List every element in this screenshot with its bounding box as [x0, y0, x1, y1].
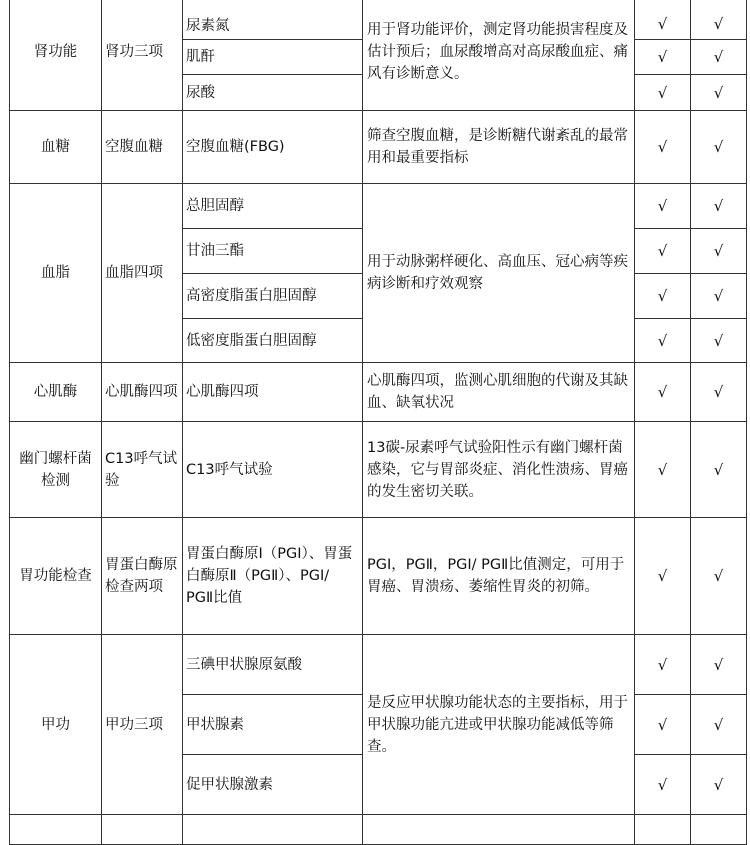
check-mark-cell: √ — [635, 695, 691, 755]
check-mark-cell: √ — [635, 755, 691, 815]
check-mark-cell: √ — [691, 422, 747, 518]
table-row — [10, 635, 747, 695]
check-mark-cell: √ — [635, 518, 691, 635]
description-cell: 筛查空腹血糖，是诊断糖代谢紊乱的最常用和最重要指标 — [363, 111, 635, 184]
description-cell: 用于肾功能评价，测定肾功能损害程度及估计预后；血尿酸增高对高尿酸血症、痛风有诊断意义。 — [363, 0, 635, 111]
category-cell: 幽门螺杆菌检测 — [10, 422, 102, 518]
check-mark-cell: √ — [691, 274, 747, 319]
item-cell: 空腹血糖(FBG) — [183, 111, 363, 184]
check-mark-cell: √ — [691, 75, 747, 111]
check-mark-cell: √ — [635, 635, 691, 695]
category-cell: 血脂 — [10, 184, 102, 363]
package-cell: 甲功三项 — [102, 635, 183, 815]
empty-cell — [691, 815, 747, 845]
category-cell: 甲功 — [10, 635, 102, 815]
package-cell: 心肌酶四项 — [102, 363, 183, 422]
item-cell: 三碘甲状腺原氨酸 — [183, 635, 363, 695]
check-mark-cell: √ — [691, 184, 747, 229]
item-cell: 总胆固醇 — [183, 184, 363, 229]
package-cell: C13呼气试验 — [102, 422, 183, 518]
check-mark-cell: √ — [635, 229, 691, 274]
check-mark-cell: √ — [635, 184, 691, 229]
category-cell: 肾功能 — [10, 0, 102, 111]
check-mark-cell: √ — [635, 40, 691, 75]
category-cell: 血糖 — [10, 111, 102, 184]
description-cell: PGⅠ，PGⅡ，PGⅠ/ PGⅡ比值测定，可用于胃癌、胃溃疡、萎缩性胃炎的初筛。 — [363, 518, 635, 635]
empty-cell — [363, 815, 635, 845]
check-mark-cell: √ — [691, 319, 747, 363]
item-cell: 甲状腺素 — [183, 695, 363, 755]
check-mark-cell: √ — [691, 229, 747, 274]
check-mark-cell: √ — [635, 75, 691, 111]
package-cell: 血脂四项 — [102, 184, 183, 363]
table-row — [10, 363, 747, 422]
description-cell: 心肌酶四项，监测心肌细胞的代谢及其缺血、缺氧状况 — [363, 363, 635, 422]
item-cell: 尿酸 — [183, 75, 363, 111]
category-cell: 心肌酶 — [10, 363, 102, 422]
table-row — [10, 184, 747, 229]
table-row — [10, 815, 747, 845]
table-row — [10, 0, 747, 40]
check-mark-cell: √ — [691, 40, 747, 75]
empty-cell — [102, 815, 183, 845]
empty-cell — [635, 815, 691, 845]
item-cell: 尿素氮 — [183, 0, 363, 40]
package-cell: 肾功三项 — [102, 0, 183, 111]
description-cell: 是反应甲状腺功能状态的主要指标，用于甲状腺功能亢进或甲状腺功能减低等筛查。 — [363, 635, 635, 815]
item-cell: C13呼气试验 — [183, 422, 363, 518]
check-mark-cell: √ — [691, 518, 747, 635]
item-cell: 心肌酶四项 — [183, 363, 363, 422]
check-mark-cell: √ — [691, 755, 747, 815]
check-mark-cell: √ — [691, 363, 747, 422]
description-cell: 用于动脉粥样硬化、高血压、冠心病等疾病诊断和疗效观察 — [363, 184, 635, 363]
table-row — [10, 518, 747, 635]
empty-cell — [183, 815, 363, 845]
category-cell: 胃功能检查 — [10, 518, 102, 635]
check-mark-cell: √ — [635, 274, 691, 319]
check-mark-cell: √ — [635, 319, 691, 363]
empty-cell — [10, 815, 102, 845]
check-mark-cell: √ — [691, 0, 747, 40]
table-row — [10, 111, 747, 184]
check-mark-cell: √ — [691, 695, 747, 755]
check-mark-cell: √ — [691, 635, 747, 695]
item-cell: 低密度脂蛋白胆固醇 — [183, 319, 363, 363]
check-mark-cell: √ — [635, 422, 691, 518]
check-mark-cell: √ — [635, 363, 691, 422]
table-row — [10, 422, 747, 518]
item-cell: 甘油三酯 — [183, 229, 363, 274]
description-cell: 13碳-尿素呼气试验阳性示有幽门螺杆菌感染，它与胃部炎症、消化性溃疡、胃癌的发生密切关联。 — [363, 422, 635, 518]
check-mark-cell: √ — [691, 111, 747, 184]
item-cell: 胃蛋白酶原Ⅰ（PGⅠ）、胃蛋白酶原Ⅱ（PGⅡ）、PGⅠ/ PGⅡ比值 — [183, 518, 363, 635]
item-cell: 肌酐 — [183, 40, 363, 75]
check-mark-cell: √ — [635, 0, 691, 40]
exam-items-table — [9, 0, 747, 845]
check-mark-cell: √ — [635, 111, 691, 184]
item-cell: 高密度脂蛋白胆固醇 — [183, 274, 363, 319]
package-cell: 胃蛋白酶原检查两项 — [102, 518, 183, 635]
item-cell: 促甲状腺激素 — [183, 755, 363, 815]
package-cell: 空腹血糖 — [102, 111, 183, 184]
